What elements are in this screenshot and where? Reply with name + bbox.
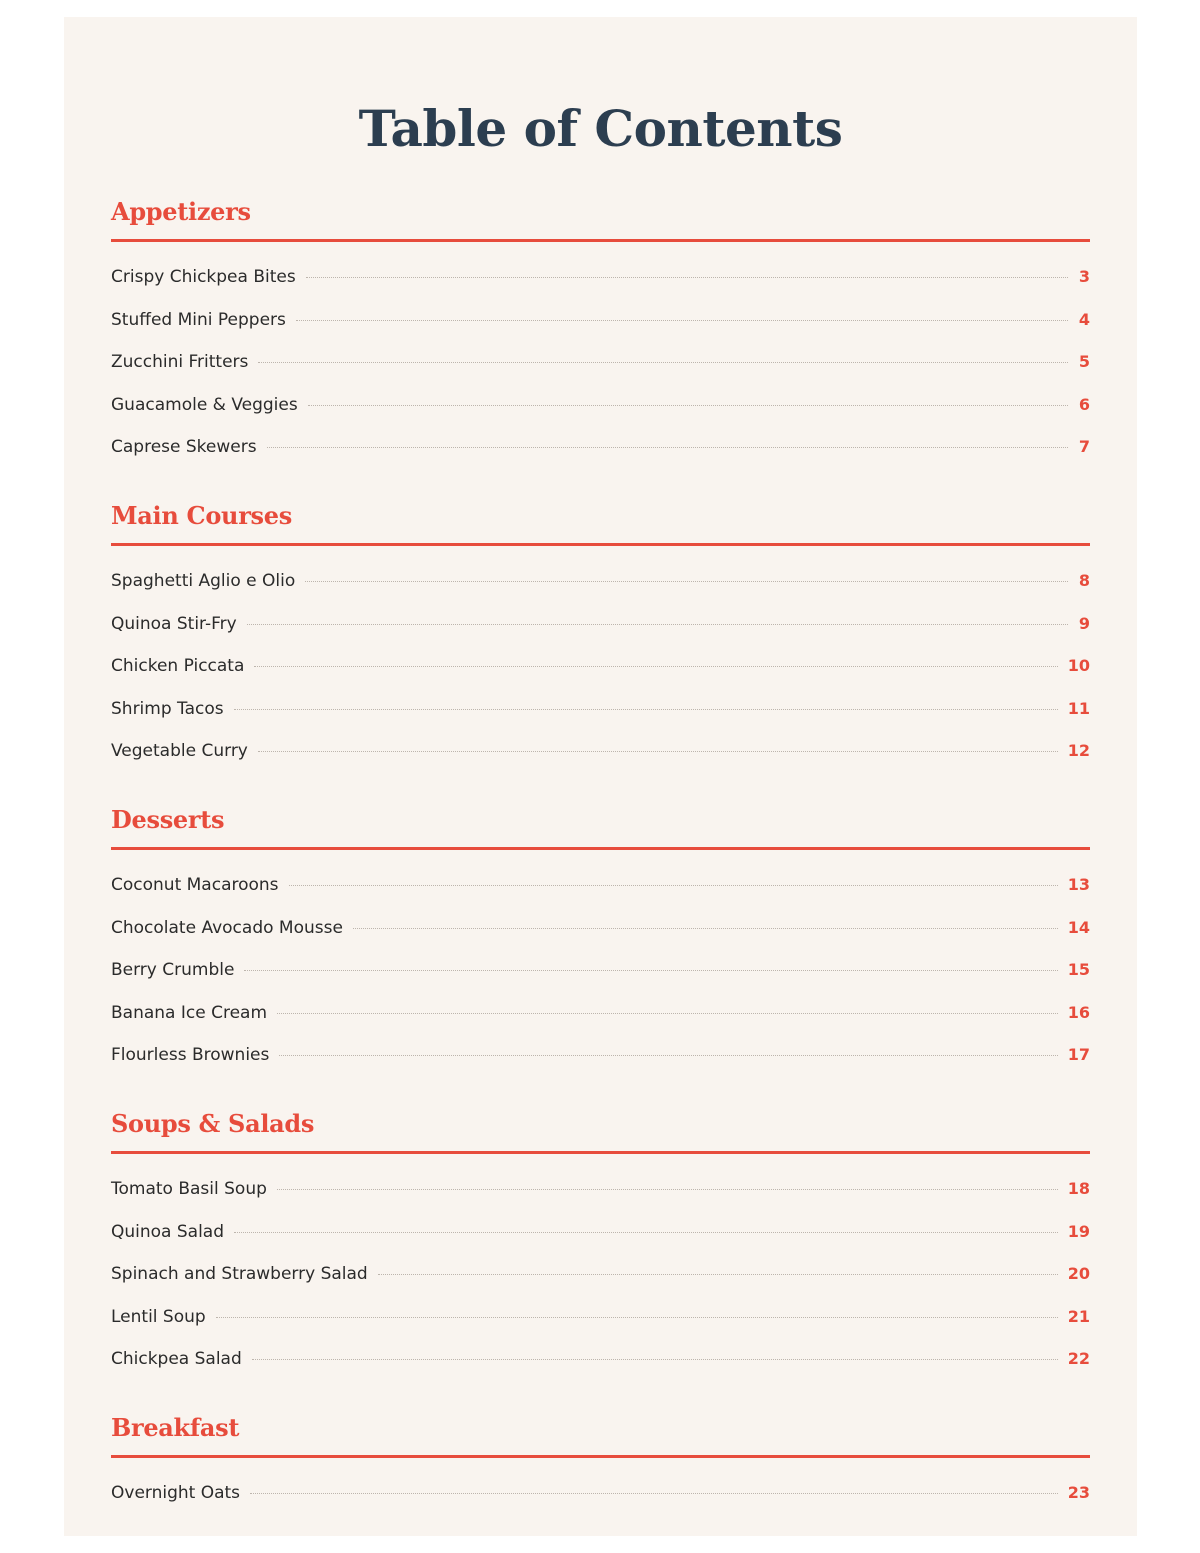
toc-entry[interactable] [111,1034,1090,1077]
dot-leader [277,1013,1058,1014]
entry-title: Overnight Oats [111,1482,241,1503]
toc-sections [111,193,1090,1542]
toc-entry[interactable] [111,256,1090,299]
dot-leader [378,1274,1058,1275]
page-number: 6 [1078,394,1090,414]
entry-title: Shrimp Tacos [111,698,224,719]
page-number: 21 [1067,1306,1090,1326]
entry-title: Lentil Soup [111,1306,206,1327]
page-number: 7 [1078,437,1090,457]
dot-leader [234,1232,1058,1233]
dot-leader [250,1493,1058,1494]
toc-entry[interactable] [111,299,1090,342]
page-number: 5 [1078,352,1090,372]
entry-title: Zucchini Fritters [111,352,249,373]
toc-section-desserts [111,801,1090,1077]
toc-entry[interactable] [111,560,1090,603]
page-number: 19 [1067,1221,1090,1241]
entry-title: Stuffed Mini Peppers [111,309,286,330]
entry-title: Quinoa Stir-Fry [111,613,237,634]
entry-title: Crispy Chickpea Bites [111,267,296,287]
section-heading: Breakfast [111,1409,1090,1458]
toc-section-main-courses [111,497,1090,773]
toc-page [64,17,1137,1536]
toc-entry[interactable] [111,730,1090,773]
toc-entry[interactable] [111,1168,1090,1211]
page-number: 23 [1067,1482,1090,1502]
page-number: 13 [1067,874,1090,894]
entry-title: Caprese Skewers [111,437,257,458]
dot-leader [267,447,1068,448]
page-number: 9 [1078,613,1090,633]
page-number: 4 [1078,309,1090,329]
toc-entry[interactable] [111,426,1090,469]
page-number: 8 [1078,570,1090,590]
page-number: 20 [1067,1264,1090,1284]
dot-leader [289,885,1058,886]
page-number: 18 [1067,1178,1090,1198]
toc-entry[interactable] [111,1211,1090,1254]
entry-title: Guacamole & Veggies [111,394,298,415]
page-number: 22 [1067,1349,1090,1369]
dot-leader [279,1055,1057,1056]
dot-leader [296,320,1068,321]
toc-section-breakfast [111,1409,1090,1515]
toc-entry[interactable] [111,1472,1090,1515]
entry-title: Spinach and Strawberry Salad [111,1264,368,1285]
entry-title: Flourless Brownies [111,1045,270,1066]
entry-title: Tomato Basil Soup [111,1178,267,1199]
page-number: 12 [1067,741,1090,761]
dot-leader [308,405,1068,406]
page-number: 14 [1067,917,1090,937]
dot-leader [234,709,1058,710]
entry-title: Berry Crumble [111,960,235,981]
dot-leader [306,277,1068,278]
dot-leader [252,1359,1058,1360]
page-number: 3 [1078,267,1090,286]
section-heading: Soups & Salads [111,1105,1090,1154]
toc-entry[interactable] [111,907,1090,950]
page-number: 11 [1067,698,1090,718]
dot-leader [216,1317,1058,1318]
toc-entry[interactable] [111,1296,1090,1339]
page-title: Table of Contents [358,99,843,158]
page-number: 16 [1067,1002,1090,1022]
entry-title: Chocolate Avocado Mousse [111,917,343,938]
dot-leader [277,1189,1058,1190]
page-number: 10 [1067,656,1090,676]
entry-title: Chicken Piccata [111,656,245,677]
toc-section-appetizers [111,193,1090,469]
toc-section-soups-salads [111,1105,1090,1381]
section-heading: Main Courses [111,497,1090,546]
page-number: 17 [1067,1045,1090,1065]
toc-entry[interactable] [111,384,1090,427]
entry-title: Chickpea Salad [111,1349,242,1370]
section-heading: Desserts [111,801,1090,850]
toc-entry[interactable] [111,1253,1090,1296]
section-heading: Appetizers [111,193,1090,242]
dot-leader [305,581,1068,582]
dot-leader [247,624,1068,625]
toc-entry[interactable] [111,949,1090,992]
toc-entry[interactable] [111,603,1090,646]
entry-title: Banana Ice Cream [111,1002,268,1023]
toc-entry[interactable] [111,992,1090,1035]
dot-leader [258,362,1068,363]
toc-entry[interactable] [111,341,1090,384]
toc-entry[interactable] [111,864,1090,907]
dot-leader [353,928,1058,929]
entry-title: Vegetable Curry [111,741,248,762]
toc-entry[interactable] [111,645,1090,688]
entry-title: Spaghetti Aglio e Olio [111,570,296,591]
entry-title: Quinoa Salad [111,1221,225,1242]
page-number: 15 [1067,960,1090,980]
toc-entry[interactable] [111,688,1090,731]
dot-leader [254,666,1057,667]
dot-leader [244,970,1057,971]
entry-title: Coconut Macaroons [111,874,279,895]
dot-leader [258,751,1058,752]
toc-entry[interactable] [111,1338,1090,1381]
